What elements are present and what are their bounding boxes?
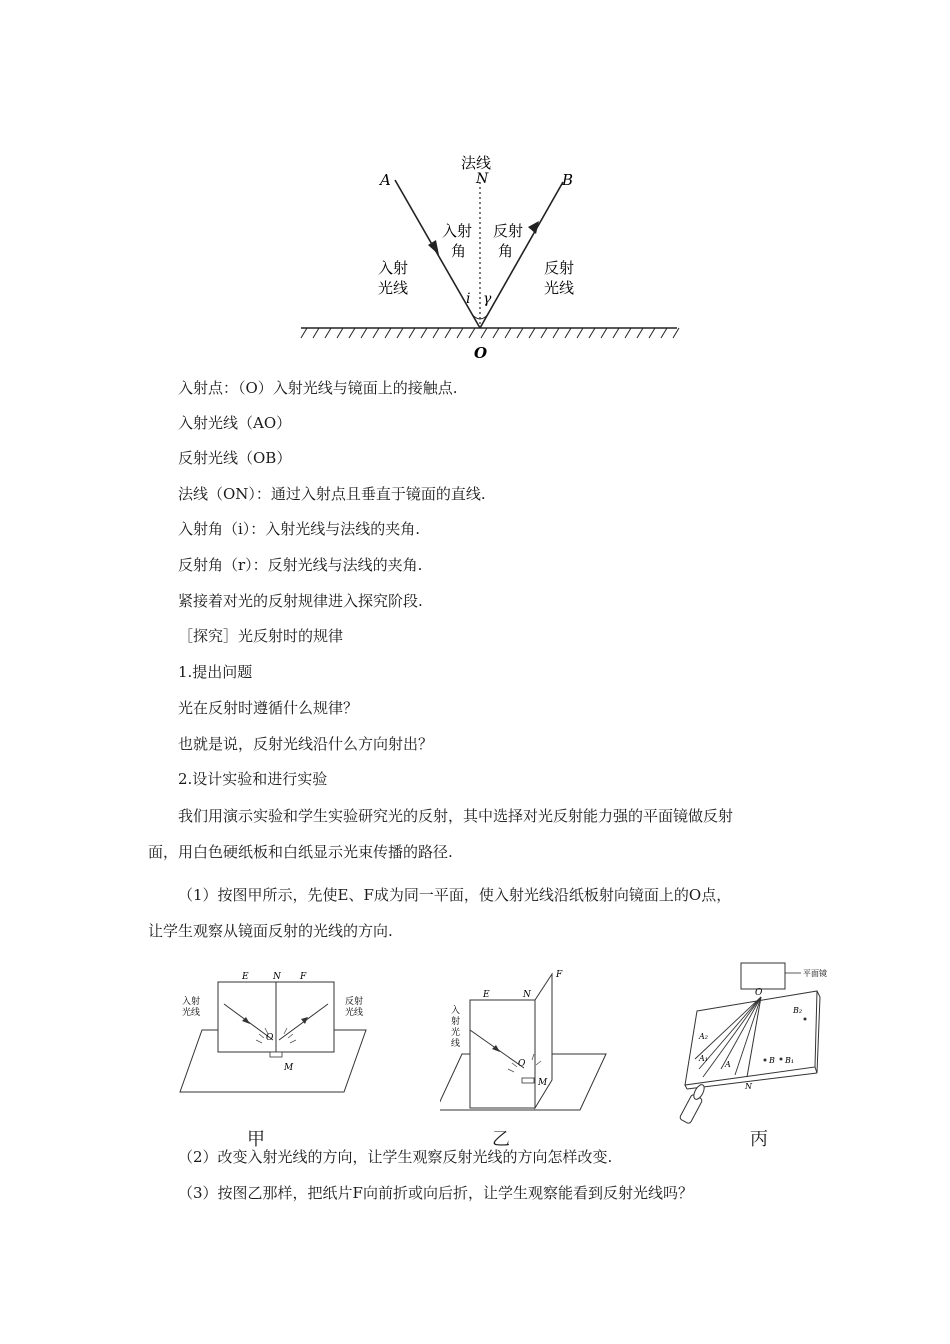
label-A: A [380, 171, 391, 189]
jia-incident-label-1: 入射 [182, 997, 201, 1007]
jia-reflected-label-1: 反射 [345, 997, 364, 1007]
plane-mirror [741, 963, 785, 989]
def-incident-point: 入射点：（O）入射光线与镜面上的接触点. [178, 379, 458, 397]
yi-label-E: E [483, 990, 490, 1000]
point-B2 [804, 1018, 807, 1021]
jia-label-E: E [242, 972, 249, 982]
label-N: N [476, 171, 489, 187]
mirror-hatching [301, 328, 679, 338]
board-edge [685, 1085, 687, 1089]
reflection-angle-label-2: 角 [498, 242, 514, 260]
reflected-ray [480, 182, 563, 328]
yi-incident-label-4: 线 [451, 1039, 461, 1049]
yi-label-F: F [556, 970, 563, 980]
caption-bing: 丙 [750, 1129, 768, 1150]
jia-reflected-label-2: 光线 [345, 1008, 364, 1018]
bing-label-B2: B₂ [793, 1006, 803, 1015]
caption-yi: 乙 [492, 1129, 510, 1150]
caption-jia: 甲 [247, 1129, 265, 1150]
reflected-ray-label-1: 反射 [544, 259, 575, 277]
yi-incident-label-3: 光 [451, 1028, 461, 1038]
bing-label-A2: A₂ [699, 1032, 708, 1041]
question-1: 光在反射时遵循什么规律？ [178, 699, 359, 717]
def-incident-ray: 入射光线（AO） [178, 414, 292, 432]
point-B1 [780, 1058, 783, 1061]
transition-text: 紧接着对光的反射规律进入探究阶段. [178, 592, 423, 610]
point-B [764, 1059, 767, 1062]
question-2: 也就是说，反射光线沿什么方向射出？ [178, 735, 434, 753]
jia-incident-label-2: 光线 [182, 1008, 201, 1018]
incident-angle-label-1: 入射 [442, 222, 473, 240]
def-incident-angle: 入射角（i）：入射光线与法线的夹角. [178, 520, 421, 538]
paragraph-experiment-intro [148, 807, 812, 861]
bing-mirror-label: 平面镜 [803, 969, 827, 978]
bing-label-N: N [745, 1082, 752, 1091]
step-change-direction: （2）改变入射光线的方向，让学生观察反射光线的方向怎样改变. [178, 1148, 613, 1166]
board-edge [817, 997, 820, 1073]
normal-label: 法线 [461, 154, 492, 172]
board-edge [817, 991, 820, 997]
reflection-diagram [295, 148, 685, 366]
incident-ray-label-2: 光线 [378, 279, 409, 297]
yi-label-M: M [538, 1078, 548, 1088]
paragraph-line: 让学生观察从镜面反射的光线的方向. [148, 922, 393, 940]
flashlight-icon [679, 1083, 706, 1124]
mirror-block [270, 1052, 282, 1057]
incident-ray-label-1: 入射 [378, 259, 409, 277]
yi-incident-label-2: 射 [451, 1017, 461, 1027]
jia-label-O: O [266, 1033, 274, 1043]
paragraph-step-1 [148, 886, 812, 940]
board-e [470, 1000, 535, 1108]
reflected-ray-label-2: 光线 [544, 279, 575, 297]
jia-label-F: F [300, 972, 307, 982]
paragraph-line: 我们用演示实验和学生实验研究光的反射，其中选择对光反射能力强的平面镜做反射 [178, 807, 734, 825]
label-B: B [562, 171, 574, 189]
label-r: γ [483, 291, 492, 307]
paragraph-line: 面，用白色硬纸板和白纸显示光束传播的路径. [148, 843, 453, 861]
figure-yi [440, 968, 620, 1128]
step-1-heading: 1.提出问题 [178, 663, 253, 681]
label-i: i [466, 291, 471, 307]
yi-incident-label-1: 入 [451, 1006, 461, 1016]
yi-label-N: N [523, 990, 531, 1000]
figure-jia [170, 968, 380, 1128]
bing-label-B: B [769, 1056, 775, 1065]
incident-angle-label-2: 角 [451, 242, 467, 260]
jia-label-M: M [284, 1063, 294, 1073]
label-O: O [474, 344, 488, 362]
paragraph-line: （1）按图甲所示，先使E、F成为同一平面，使入射光线沿纸板射向镜面上的O点， [178, 886, 732, 904]
bing-label-A: A [725, 1060, 731, 1069]
bing-label-A1: A₁ [699, 1054, 708, 1063]
step-fold-paper: （3）按图乙那样，把纸片F向前折或向后折，让学生观察能看到反射光线吗？ [178, 1184, 693, 1202]
incident-arrow [428, 240, 439, 255]
def-normal: 法线（ON）：通过入射点且垂直于镜面的直线. [178, 485, 486, 503]
reflection-angle-label-1: 反射 [493, 222, 524, 240]
bing-label-B1: B₁ [785, 1056, 795, 1065]
reflected-arrow [528, 221, 539, 234]
jia-label-N: N [273, 972, 281, 982]
inquiry-heading: ［探究］光反射时的规律 [178, 627, 344, 645]
step-2-heading: 2.设计实验和进行实验 [178, 770, 328, 788]
mirror-block [522, 1078, 534, 1083]
yi-label-O: O [518, 1059, 526, 1069]
def-reflection-angle: 反射角（r）：反射光线与法线的夹角. [178, 556, 423, 574]
def-reflected-ray: 反射光线（OB） [178, 449, 292, 467]
figure-bing [665, 955, 855, 1130]
bing-label-O: O [755, 988, 763, 998]
